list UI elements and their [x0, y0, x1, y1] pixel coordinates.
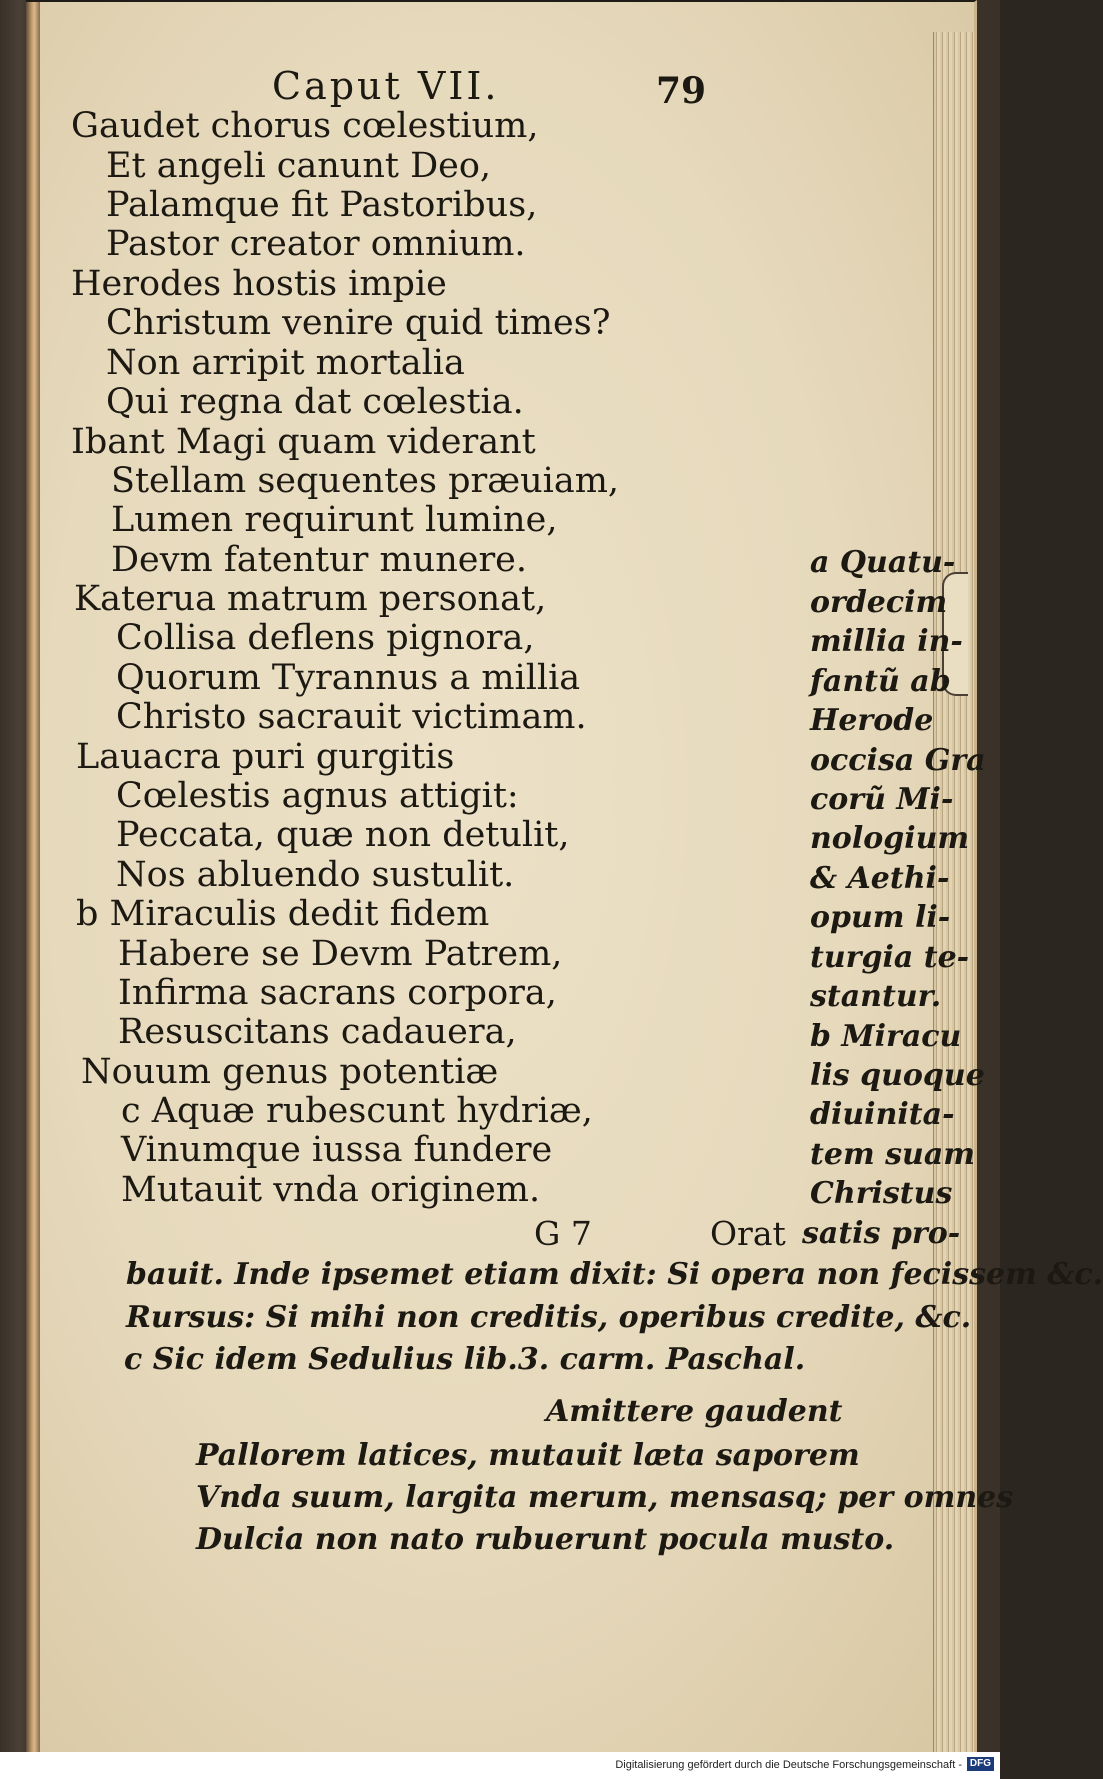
footnote-line: Vnda suum, largita merum, mensasq; per omnes — [196, 1480, 1014, 1515]
verse-line: Stellam sequentes præuiam, — [111, 461, 620, 501]
page-number: 79 — [656, 70, 707, 112]
verse-line: Mutauit vnda originem. — [121, 1170, 541, 1210]
margin-note: turgia te- — [810, 940, 970, 975]
verse-line: Non arripit mortalia — [106, 343, 465, 383]
margin-note: nologium — [810, 821, 970, 856]
margin-note: fantũ ab — [810, 664, 951, 699]
verse-line: Vinumque iussa fundere — [121, 1130, 553, 1170]
margin-note: Herode — [810, 703, 934, 738]
margin-note: Christus — [810, 1176, 953, 1211]
footnote-line: bauit. Inde ipsemet etiam dixit: Si opera non fecissem &c. — [126, 1257, 1103, 1292]
chapter-heading: Caput VII. — [272, 64, 500, 108]
footnote-line: Dulcia non nato rubuerunt pocula musto. — [196, 1522, 895, 1557]
margin-note: corũ Mi- — [810, 782, 954, 817]
margin-note: & Aethi- — [810, 861, 950, 896]
margin-note: diuinita- — [810, 1097, 955, 1132]
footnote-line: Pallorem latices, mutauit læta saporem — [196, 1438, 860, 1473]
verse-line: Lauacra puri gurgitis — [76, 737, 455, 777]
footnote-line: Rursus: Si mihi non creditis, operibus credite, &c. — [126, 1300, 972, 1335]
footnote-line: satis pro- — [802, 1216, 961, 1251]
book-page — [26, 0, 1103, 1754]
margin-note: opum li- — [810, 900, 951, 935]
verse-line: Devm fatentur munere. — [111, 540, 528, 580]
verse-line: Gaudet chorus cœlestium, — [71, 106, 539, 146]
page-binding — [26, 2, 40, 1754]
margin-note: millia in- — [810, 624, 963, 659]
verse-line: b Miraculis dedit fidem — [76, 894, 490, 934]
margin-note: tem suam — [810, 1137, 976, 1172]
verse-line: Quorum Tyrannus a millia — [116, 658, 581, 698]
margin-note: ordecim — [810, 585, 948, 620]
margin-note: b Miracu — [810, 1019, 962, 1054]
verse-line: Collisa deflens pignora, — [116, 618, 535, 658]
verse-line: Habere se Devm Patrem, — [118, 934, 563, 974]
margin-note: stantur. — [810, 979, 942, 1014]
margin-note: occisa Gra — [810, 743, 986, 778]
verse-line: c Aquæ rubescunt hydriæ, — [121, 1091, 593, 1131]
verse-line: Christum venire quid times? — [106, 303, 611, 343]
verse-line: Et angeli canunt Deo, — [106, 146, 492, 186]
verse-line: Katerua matrum personat, — [74, 579, 547, 619]
verse-line: Palamque fit Pastoribus, — [106, 185, 538, 225]
margin-note: a Quatu- — [810, 545, 956, 580]
verse-line: Herodes hostis impie — [71, 264, 447, 304]
verse-line: Nouum genus potentiæ — [81, 1052, 499, 1092]
dfg-logo: DFG — [967, 1757, 994, 1771]
verse-line: Nos abluendo sustulit. — [116, 855, 515, 895]
footnote-line: Amittere gaudent — [546, 1394, 843, 1429]
verse-line: Ibant Magi quam viderant — [71, 422, 536, 462]
verse-line: Resuscitans cadauera, — [118, 1012, 517, 1052]
footnote-line: c Sic idem Sedulius lib.3. carm. Paschal. — [124, 1342, 806, 1377]
verse-line: Lumen requirunt lumine, — [111, 500, 558, 540]
verse-line: Qui regna dat cœlestia. — [106, 382, 524, 422]
verse-line: Infirma sacrans corpora, — [118, 973, 557, 1013]
signature-mark: G 7 — [534, 1214, 592, 1253]
verse-line: Pastor creator omnium. — [106, 224, 526, 264]
digitization-credit: Digitalisierung gefördert durch die Deutsche Forschungsgemeinschaft - — [615, 1759, 962, 1771]
catchword: Orat — [710, 1214, 786, 1253]
verse-line: Cœlestis agnus attigit: — [116, 776, 519, 816]
verse-line: Christo sacrauit victimam. — [116, 697, 587, 737]
verse-line: Peccata, quæ non detulit, — [116, 815, 570, 855]
margin-note: lis quoque — [810, 1058, 985, 1093]
